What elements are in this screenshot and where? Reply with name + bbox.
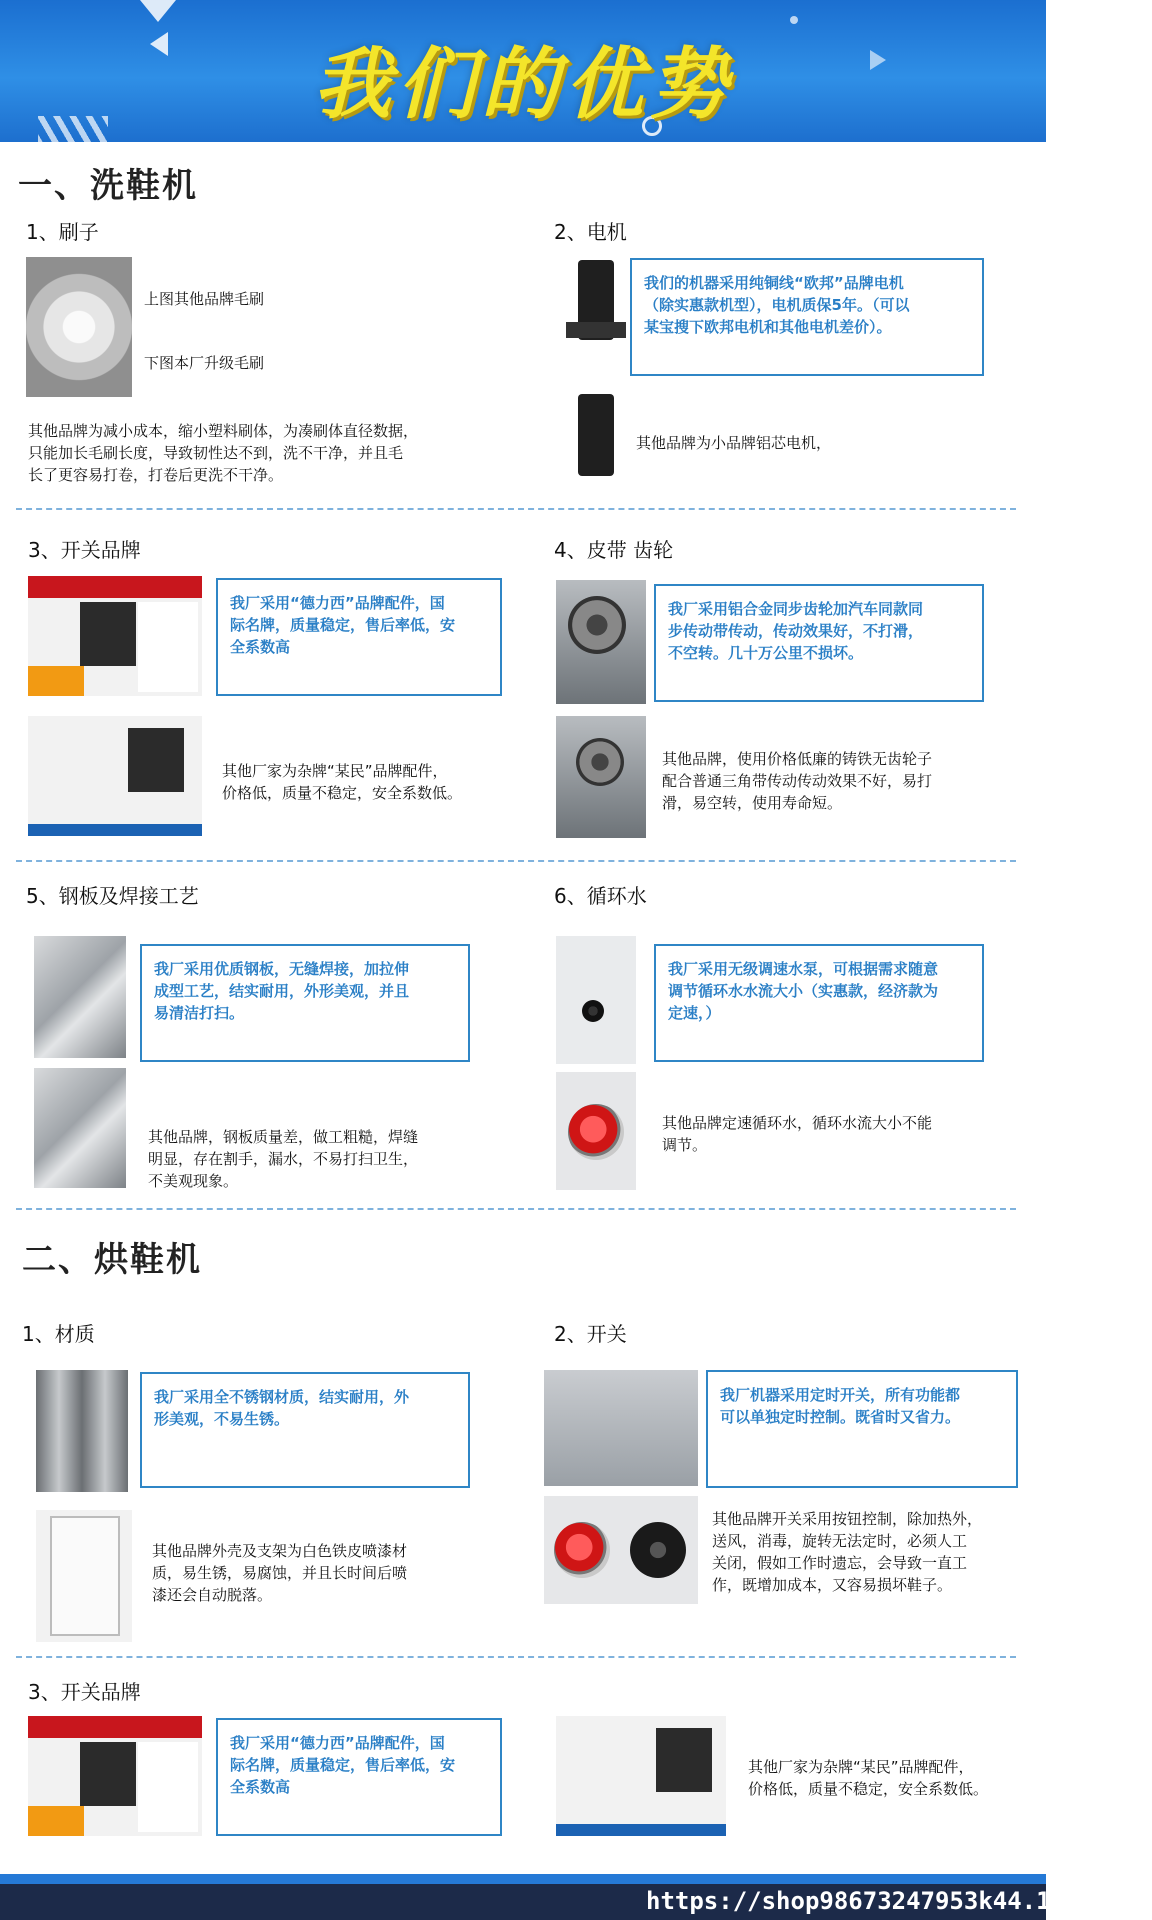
- timer-panel-photo-ours: [544, 1370, 698, 1486]
- dryer-switch-ours-box: 我厂采用“德力西”品牌配件，国 际名牌，质量稳定，售后率低，安 全系数高: [216, 1718, 502, 1836]
- header-banner: [0, 0, 1046, 142]
- material-others-note: 其他品牌外壳及支架为白色铁皮喷漆材 质，易生锈，易腐蚀，并且长时间后喷 漆还会自动脱落。: [152, 1542, 408, 1604]
- timer-others-note: 其他品牌开关采用按钮控制，除加热外， 送风，消毒，旋转无法定时，必须人工 关闭，假如工作时遗忘，会导致一直工 作，既增加成本，又容易损坏鞋子。: [712, 1510, 983, 1594]
- steel-ours-box: 我厂采用优质钢板，无缝焊接，加拉伸 成型工艺，结实耐用，外形美观，并且 易清洁打扫。: [140, 944, 470, 1062]
- gear-photo-others: [556, 716, 646, 838]
- divider: [16, 508, 1016, 510]
- item-label-switch: 3、开关品牌: [28, 538, 141, 562]
- motor-photo-ours: [556, 252, 638, 348]
- belt-ours-box: 我厂采用铝合金同步齿轮加汽车同款同 步传动带传动，传动效果好，不打滑， 不空转。几十万公里不损坏。: [654, 584, 984, 702]
- item-label-brush: 1、刷子: [26, 220, 99, 244]
- steel-photo-others: [34, 1068, 126, 1188]
- brush-photo: [26, 257, 132, 397]
- rack-photo-ours: [36, 1370, 128, 1492]
- pump-photo-ours: [556, 936, 636, 1064]
- dryer-switch-photo-ours: [28, 1716, 202, 1836]
- gear-photo-ours: [556, 580, 646, 704]
- footer-bar: [0, 1874, 1152, 1920]
- cabinet-photo-others: [36, 1510, 132, 1642]
- divider: [16, 860, 1016, 862]
- motor-others-note: 其他品牌为小品牌铝芯电机，: [636, 434, 832, 452]
- switch-photo-ours: [28, 576, 202, 696]
- switch-others-note: 其他厂家为杂牌“某民”品牌配件， 价格低，质量不稳定，安全系数低。: [222, 762, 463, 802]
- triangle-decoration-icon: [140, 0, 176, 22]
- water-others-note: 其他品牌定速循环水，循环水流大小不能 调节。: [662, 1114, 933, 1154]
- item-label-motor: 2、电机: [554, 220, 627, 244]
- timer-ours-box: 我厂机器采用定时开关，所有功能都 可以单独定时控制。既省时又省力。: [706, 1370, 1018, 1488]
- red-button-photo-others: [556, 1072, 636, 1190]
- section-title-dryer: 二、烘鞋机: [22, 1240, 202, 1280]
- button-photo-others: [544, 1496, 698, 1604]
- switch-photo-others: [28, 716, 202, 836]
- item-label-dryer-switch: 3、开关品牌: [28, 1680, 141, 1704]
- steel-photo-ours: [34, 936, 126, 1058]
- steel-others-note: 其他品牌，钢板质量差，做工粗糙，焊缝 明显，存在割手，漏水，不易打扫卫生， 不美观现象。: [148, 1128, 419, 1190]
- brush-bottom-note: 下图本厂升级毛刷: [144, 354, 265, 372]
- motor-ours-box: 我们的机器采用纯铜线“欧邦”品牌电机 （除实惠款机型），电机质保5年。（可以 某宝搜下欧邦电机和其他电机差价）。: [630, 258, 984, 376]
- water-ours-box: 我厂采用无级调速水泵，可根据需求随意 调节循环水水流大小（实惠款，经济款为 定速，）: [654, 944, 984, 1062]
- item-label-belt: 4、皮带 齿轮: [554, 538, 674, 562]
- brush-top-note: 上图其他品牌毛刷: [144, 290, 265, 308]
- item-label-water: 6、循环水: [554, 884, 647, 908]
- belt-others-note: 其他品牌，使用价格低廉的铸铁无齿轮子 配合普通三角带传动传动效果不好，易打 滑，易空转，使用寿命短。: [662, 750, 933, 812]
- item-label-timer: 2、开关: [554, 1322, 627, 1346]
- dryer-switch-others-note: 其他厂家为杂牌“某民”品牌配件， 价格低，质量不稳定，安全系数低。: [748, 1758, 989, 1798]
- dryer-switch-photo-others: [556, 1716, 726, 1836]
- shop-url-link[interactable]: https://shop98673247953k44.1688.com: [646, 1887, 1152, 1915]
- item-label-steel: 5、钢板及焊接工艺: [26, 884, 199, 908]
- material-ours-box: 我厂采用全不锈钢材质，结实耐用，外 形美观，不易生锈。: [140, 1372, 470, 1488]
- section-title-washer: 一、洗鞋机: [18, 166, 198, 206]
- divider: [16, 1656, 1016, 1658]
- switch-ours-box: 我厂采用“德力西”品牌配件，国 际名牌，质量稳定，售后率低，安 全系数高: [216, 578, 502, 696]
- motor-photo-others: [556, 390, 646, 484]
- brush-description: 其他品牌为减小成本，缩小塑料刷体，为凑刷体直径数据， 只能加长毛刷长度，导致韧性达不到，洗不干净，并且毛 长了更容易打卷，打卷后更洗不干净。: [28, 422, 419, 484]
- divider: [16, 1208, 1016, 1210]
- item-label-material: 1、材质: [22, 1322, 95, 1346]
- page-title: 我们的优势: [312, 40, 733, 130]
